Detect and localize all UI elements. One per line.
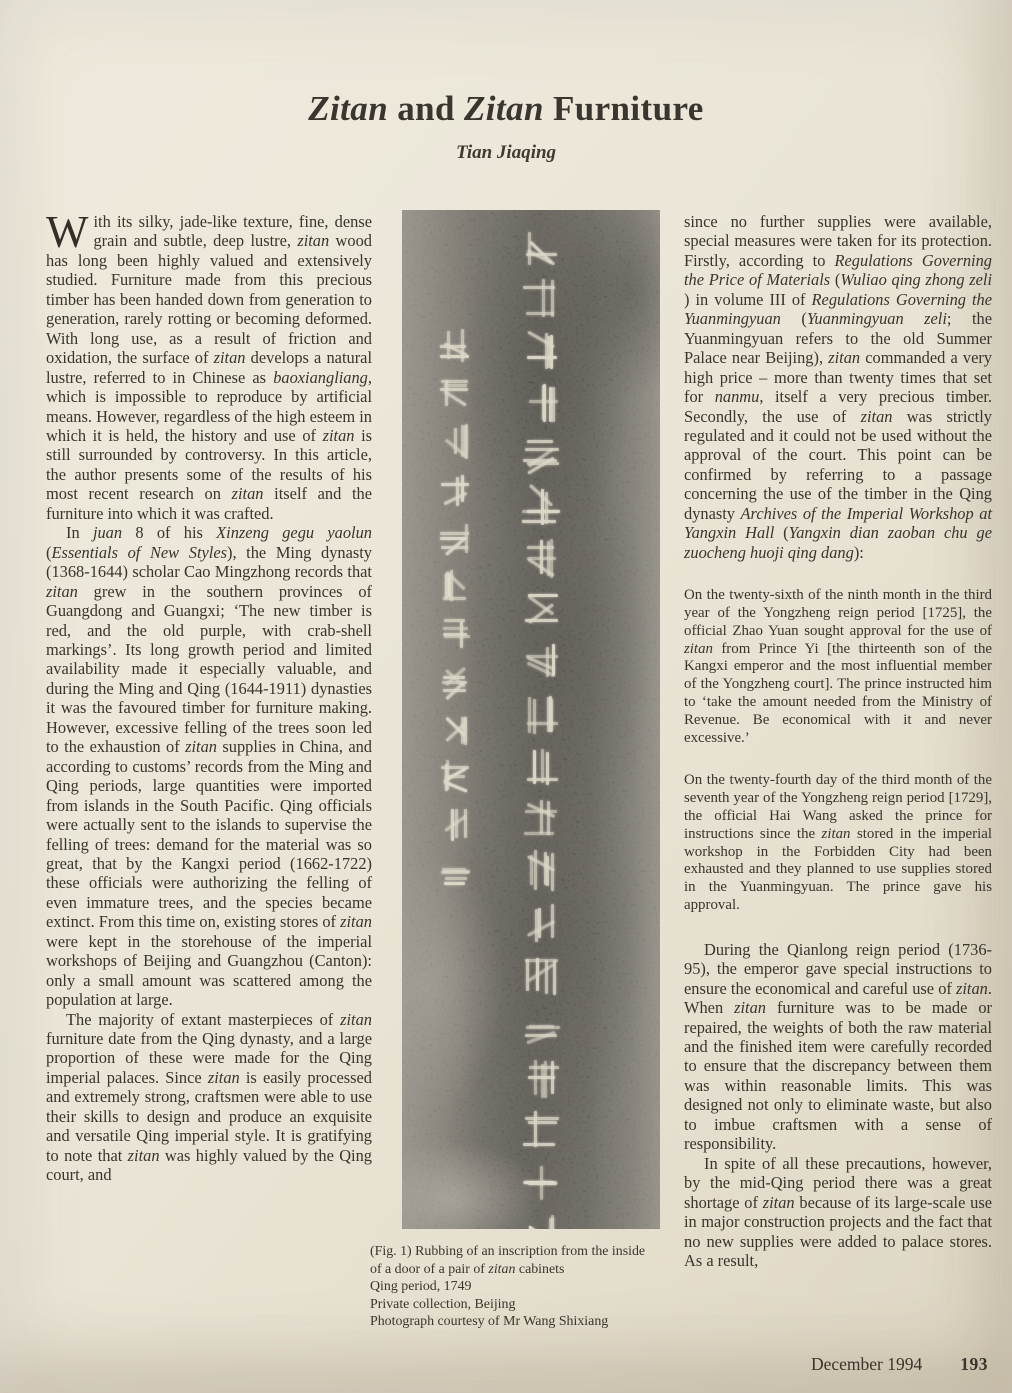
text-segment: zitan bbox=[821, 825, 851, 842]
paragraph bbox=[684, 1154, 992, 1271]
inscription-stroke bbox=[526, 959, 529, 991]
figure-rubbing-image bbox=[402, 210, 660, 1229]
text-segment: zitan bbox=[340, 912, 372, 932]
inscription-character bbox=[522, 746, 560, 787]
inscription-stroke bbox=[545, 960, 548, 994]
text-segment: furniture was to be made or repaired, the weights of both the raw material and the finished item were carefully recorded to ensure that the discrepancy between them was within reasonable limits. This was designed not only to eliminate waste, but also to imbue craftsmen with a sense of responsibility. bbox=[684, 998, 992, 1154]
text-segment: ( bbox=[774, 523, 789, 543]
inscription-stroke bbox=[534, 1111, 537, 1147]
inscription-character bbox=[522, 278, 560, 319]
text-segment: commanded a very high price – more than twenty times that set for bbox=[684, 348, 992, 407]
text-segment: furniture date from the Qing dynasty, and a large proportion of these were made for the Qing imperial palaces. Since bbox=[46, 1029, 372, 1087]
inscription-stroke bbox=[527, 356, 557, 359]
text-segment: zitan bbox=[207, 1067, 240, 1087]
article-title bbox=[0, 89, 1012, 129]
text-segment: ( bbox=[780, 309, 807, 329]
text-segment: Essentials of New Styles bbox=[51, 542, 227, 562]
inscription-stroke bbox=[533, 750, 536, 784]
inscription-character bbox=[440, 568, 471, 603]
text-segment: Regulations Governing the Yuanmingyuan bbox=[684, 289, 993, 329]
text-segment: (Fig. 1) Rubbing of an inscription from the inside bbox=[370, 1244, 646, 1259]
caption-line bbox=[370, 1278, 672, 1296]
inscription-stroke bbox=[547, 801, 550, 834]
caption-line bbox=[370, 1261, 672, 1279]
inscription-stroke bbox=[535, 909, 538, 943]
inscription-stroke bbox=[522, 510, 559, 513]
inscription-stroke bbox=[546, 856, 549, 887]
inscription-character bbox=[522, 902, 560, 943]
inscription-stroke bbox=[463, 717, 466, 741]
text-segment: cabinets bbox=[515, 1261, 565, 1277]
text-segment: and bbox=[388, 89, 465, 129]
text-segment: During the Qianlong reign period (1736-95), the emperor gave special instructions to ensure the economical and careful use of bbox=[684, 939, 992, 998]
inscription-stroke bbox=[545, 492, 548, 524]
author-byline: Tian Jiaqing bbox=[455, 142, 557, 163]
inscription-stroke bbox=[527, 722, 557, 725]
text-segment: because of its large-scale use in major construction projects and the fact that no new supplies were added to palace stores. As a result, bbox=[684, 1192, 992, 1270]
inscription-character bbox=[522, 486, 560, 527]
text-segment: ), the Ming dynasty (1368-1644) scholar Cao Mingzhong records that bbox=[46, 542, 372, 582]
inscription-stroke bbox=[549, 387, 552, 422]
inscription-stroke bbox=[552, 644, 555, 676]
inscription-character bbox=[440, 712, 471, 747]
inscription-character bbox=[440, 856, 471, 891]
inscription-character bbox=[522, 538, 560, 579]
text-segment: zitan bbox=[127, 1145, 160, 1165]
page-number: 193 bbox=[960, 1354, 988, 1374]
text-segment: zitan bbox=[734, 998, 766, 1018]
figure-caption bbox=[370, 1243, 672, 1331]
text-segment: zitan bbox=[488, 1261, 516, 1277]
paragraph bbox=[684, 940, 992, 1154]
inscription-stroke bbox=[528, 697, 531, 734]
text-segment: On the twenty-fourth day of the third month of the seventh year of the Yongzheng reign period [1729], the official Hai Wang asked the prince for instructions since the bbox=[684, 772, 992, 842]
inscription-stroke bbox=[444, 384, 467, 387]
inscription-stroke bbox=[440, 355, 470, 358]
inscription-stroke bbox=[464, 425, 467, 459]
inscription-character bbox=[522, 226, 560, 267]
text-segment: supplies in China, and according to customs’ records from the Ming and Qing periods, large quantities were imported from islands in the South Pacific. Qing officials were actually sent to the islands to supervise the felling of trees: demand for the material was so great, that by the Kangxi period (1662-1722) these officials were authorizing the felling of even immature trees, and the species became extinct. From this time on, existing stores of bbox=[46, 737, 372, 932]
inscription-stroke bbox=[451, 809, 454, 842]
inscription-stroke bbox=[523, 286, 556, 289]
inscription-stroke bbox=[540, 800, 543, 834]
text-segment: zitan bbox=[828, 348, 861, 368]
inscription-character bbox=[522, 330, 560, 371]
inscription-character bbox=[440, 616, 471, 651]
inscription-stroke bbox=[529, 400, 559, 403]
inscription-stroke bbox=[443, 597, 466, 600]
text-segment: ) in volume III of bbox=[684, 289, 812, 309]
text-segment: Yuanmingyuan zeli bbox=[806, 309, 947, 329]
text-segment: zitan bbox=[213, 348, 246, 368]
inscription-stroke bbox=[544, 1061, 547, 1098]
text-segment: zitan bbox=[46, 581, 78, 601]
inscription-character bbox=[440, 520, 471, 555]
text-segment: is easily processed and extremely strong, craftsmen were able to use their skills to design and produce an exquisite and versatile Qing imperial style. It is gratifying to note that bbox=[46, 1067, 372, 1165]
inscription-character bbox=[522, 434, 560, 475]
text-segment: juan bbox=[92, 523, 123, 543]
inscription-character bbox=[522, 590, 560, 631]
inscription-stroke bbox=[525, 959, 558, 962]
text-segment: was highly valued by the Qing court, and bbox=[46, 1145, 373, 1185]
inscription-character bbox=[522, 1162, 560, 1203]
text-segment: zitan bbox=[860, 406, 893, 426]
text-segment: zitan bbox=[322, 425, 355, 445]
issue-date: December 1994 bbox=[810, 1354, 923, 1374]
inscription-stroke bbox=[464, 809, 467, 837]
text-segment: Zitan bbox=[308, 89, 389, 129]
inscription-stroke bbox=[526, 1026, 559, 1029]
text-segment: , which is impossible to reproduce by artificial means. However, regardless of the high esteem in which it is held, the history and use of bbox=[46, 367, 372, 445]
text-segment: from Prince Yi [the thirteenth son of the Kangxi emperor and the most influential member of the Yongzheng court]. The prince instructed him to ‘take the amount needed from the Ministry of Revenue. Be economical with it and never excessive.’ bbox=[684, 640, 992, 746]
text-segment: zitan bbox=[956, 978, 988, 998]
text-segment: , itself a very precious timber. Secondly, the use of bbox=[684, 387, 992, 426]
inscription-stroke bbox=[551, 1218, 554, 1229]
drop-cap: W bbox=[46, 207, 89, 257]
inscription-stroke bbox=[528, 1121, 557, 1124]
text-segment: itself and the furniture into which it was crafted. bbox=[46, 484, 372, 523]
inscription-stroke bbox=[549, 696, 552, 732]
text-segment: Xinzeng gegu yaolun bbox=[216, 523, 372, 543]
text-segment: Qing period, 1749 bbox=[370, 1279, 472, 1295]
text-segment: In bbox=[66, 523, 93, 543]
inscription-character bbox=[522, 694, 560, 735]
text-segment: zitan bbox=[231, 484, 264, 504]
inscription-stroke bbox=[523, 1143, 555, 1146]
inscription-stroke bbox=[444, 619, 465, 622]
inscription-stroke bbox=[445, 764, 448, 791]
text-segment: ): bbox=[853, 542, 864, 562]
inscription-stroke bbox=[527, 462, 559, 465]
inscription-stroke bbox=[527, 963, 554, 982]
inscription-stroke bbox=[550, 539, 553, 578]
text-segment: In spite of all these precautions, however, by the mid-Qing period there was a great shortage of bbox=[684, 1153, 992, 1212]
text-segment: were kept in the storehouse of the imperial workshops of Beijing and Guangzhou (Canton): only a small amount was scattered among the population at large. bbox=[46, 931, 372, 1010]
inscription-character bbox=[522, 850, 560, 891]
text-segment: is still surrounded by controversy. In this article, the author presents some of the results of his most recent research on bbox=[46, 425, 373, 504]
inscription-stroke bbox=[540, 540, 543, 574]
inscription-stroke bbox=[441, 483, 469, 486]
text-segment: On the twenty-sixth of the ninth month in the third year of the Yongzheng reign period [1725], the official Zhao Yuan sought approval for the use of bbox=[684, 587, 992, 639]
paragraph bbox=[46, 523, 372, 1009]
inscription-stroke bbox=[551, 853, 554, 891]
text-segment: Wuliao qing zhong zeli bbox=[840, 270, 992, 290]
right-text-column bbox=[684, 212, 992, 1270]
inscription-stroke bbox=[442, 681, 467, 684]
inscription-character bbox=[440, 808, 471, 843]
inscription-character bbox=[440, 760, 471, 795]
text-segment: since no further supplies were available, special measures were taken for its protection. Firstly, according to bbox=[684, 212, 992, 270]
left-text-column bbox=[46, 207, 373, 1185]
text-segment: ( bbox=[46, 542, 52, 562]
inscription-stroke bbox=[525, 1117, 559, 1120]
inscription-character bbox=[440, 664, 471, 699]
paragraph bbox=[684, 212, 992, 562]
inscription-character bbox=[522, 954, 560, 995]
inscription-stroke bbox=[551, 1061, 554, 1094]
text-segment: ( bbox=[830, 270, 841, 290]
inscription-stroke bbox=[443, 627, 468, 630]
text-segment: baoxiangliang bbox=[273, 367, 368, 387]
text-segment: The majority of extant masterpieces of bbox=[66, 1009, 341, 1029]
inscription-character bbox=[522, 1214, 560, 1229]
inscription-stroke bbox=[441, 546, 468, 549]
text-segment: zitan bbox=[340, 1009, 372, 1029]
inscription-stroke bbox=[533, 699, 536, 733]
inscription-stroke bbox=[455, 809, 458, 838]
text-segment: Yangxin dian zaoban chu ge zuocheng huoji qing dang bbox=[684, 523, 992, 562]
inscription-stroke bbox=[545, 333, 548, 369]
caption-line bbox=[370, 1296, 672, 1314]
inscription-stroke bbox=[445, 877, 467, 880]
caption-line bbox=[370, 1243, 672, 1261]
text-segment: Zitan bbox=[464, 89, 544, 129]
inscription-stroke bbox=[442, 868, 467, 871]
text-segment: Regulations Governing the Price of Materials bbox=[684, 250, 992, 290]
inscription-stroke bbox=[443, 676, 465, 679]
inscription-stroke bbox=[546, 647, 549, 677]
inscription-stroke bbox=[456, 477, 459, 506]
inscription-column-side bbox=[436, 328, 474, 891]
caption-line bbox=[370, 1313, 672, 1331]
inscription-stroke bbox=[444, 882, 466, 885]
block-quote bbox=[684, 772, 992, 914]
inscription-stroke bbox=[552, 387, 555, 422]
inscription-character bbox=[522, 1058, 560, 1099]
text-segment: nanmu bbox=[714, 387, 760, 407]
text-segment: grew in the southern provinces of Guangdong and Guangxi; ‘The new timber is red, and the old purple, with crab-shell markings’. Its long growth period and limited availability made it especially valuable, and during the Ming and Qing (1644-1911) dynasties it was the favoured timber for furniture making. However, excessive felling of the trees soon led to the exhaustion of bbox=[46, 581, 372, 757]
text-segment: develops a natural lustre, referred to in Chinese as bbox=[46, 348, 372, 387]
footer-text bbox=[811, 1354, 988, 1375]
inscription-character bbox=[440, 376, 471, 411]
inscription-character bbox=[522, 642, 560, 683]
inscription-stroke bbox=[526, 312, 554, 315]
text-segment: ; the Yuanmingyuan refers to the old Summer Palace near Beijing), bbox=[684, 309, 992, 368]
text-segment: zitan bbox=[684, 640, 713, 657]
inscription-stroke bbox=[440, 345, 467, 348]
inscription-stroke bbox=[538, 908, 541, 937]
inscription-stroke bbox=[461, 475, 464, 503]
inscription-stroke bbox=[534, 850, 537, 890]
inscription-character bbox=[440, 472, 471, 507]
text-segment: wood has long been highly valued and extensively studied. Furniture made from this precious timber has been handed down from generation to generation, rarely rotting or becoming deformed. With long use, as a result of friction and oxidation, the surface of bbox=[46, 231, 372, 368]
inscription-column-main bbox=[518, 226, 564, 1229]
text-segment: zitan bbox=[185, 737, 217, 757]
text-segment: was strictly regulated and it could not be used without the approval of the court. This point can be confirmed by referring to a passage concerning the use of the timber in the Qing dynasty bbox=[684, 406, 992, 523]
text-segment: ith its silky, jade-like texture, fine, dense grain and subtle, deep lustre, bbox=[93, 212, 372, 251]
inscription-character bbox=[522, 382, 560, 423]
text-segment: Private collection, Beijing bbox=[370, 1296, 516, 1312]
inscription-character bbox=[522, 1006, 560, 1047]
inscription-character bbox=[522, 1110, 560, 1151]
text-segment: stored in the imperial workshop in the Forbidden City had been exhausted and they planned to use supplies stored in the Yuanmingyuan. The prince gave his approval. bbox=[684, 825, 992, 913]
paragraph bbox=[46, 1010, 372, 1185]
text-segment: of a door of a pair of bbox=[370, 1261, 489, 1277]
inscription-stroke bbox=[550, 335, 553, 369]
inscription-stroke bbox=[444, 635, 470, 638]
inscription-stroke bbox=[528, 1182, 557, 1185]
inscription-stroke bbox=[527, 440, 554, 443]
inscription-character bbox=[522, 798, 560, 839]
text-segment: Archives of the Imperial Workshop at Yangxin Hall bbox=[684, 503, 992, 543]
text-segment: . When bbox=[684, 978, 992, 1018]
text-segment: Photograph courtesy of Mr Wang Shixiang bbox=[370, 1314, 609, 1330]
inscription-character bbox=[440, 328, 471, 363]
text-segment: Furniture bbox=[543, 89, 704, 129]
inscription-stroke bbox=[542, 279, 545, 317]
paragraph bbox=[46, 207, 373, 523]
inscription-stroke bbox=[450, 570, 453, 601]
text-segment: 8 of his bbox=[122, 523, 217, 543]
text-segment: zitan bbox=[297, 231, 330, 251]
inscription-stroke bbox=[526, 1031, 556, 1044]
inscription-stroke bbox=[525, 619, 557, 622]
block-quote bbox=[684, 587, 992, 747]
inscription-stroke bbox=[441, 871, 469, 874]
inscription-stroke bbox=[522, 520, 556, 523]
text-segment: zitan bbox=[762, 1192, 795, 1212]
inscription-character bbox=[440, 424, 471, 459]
